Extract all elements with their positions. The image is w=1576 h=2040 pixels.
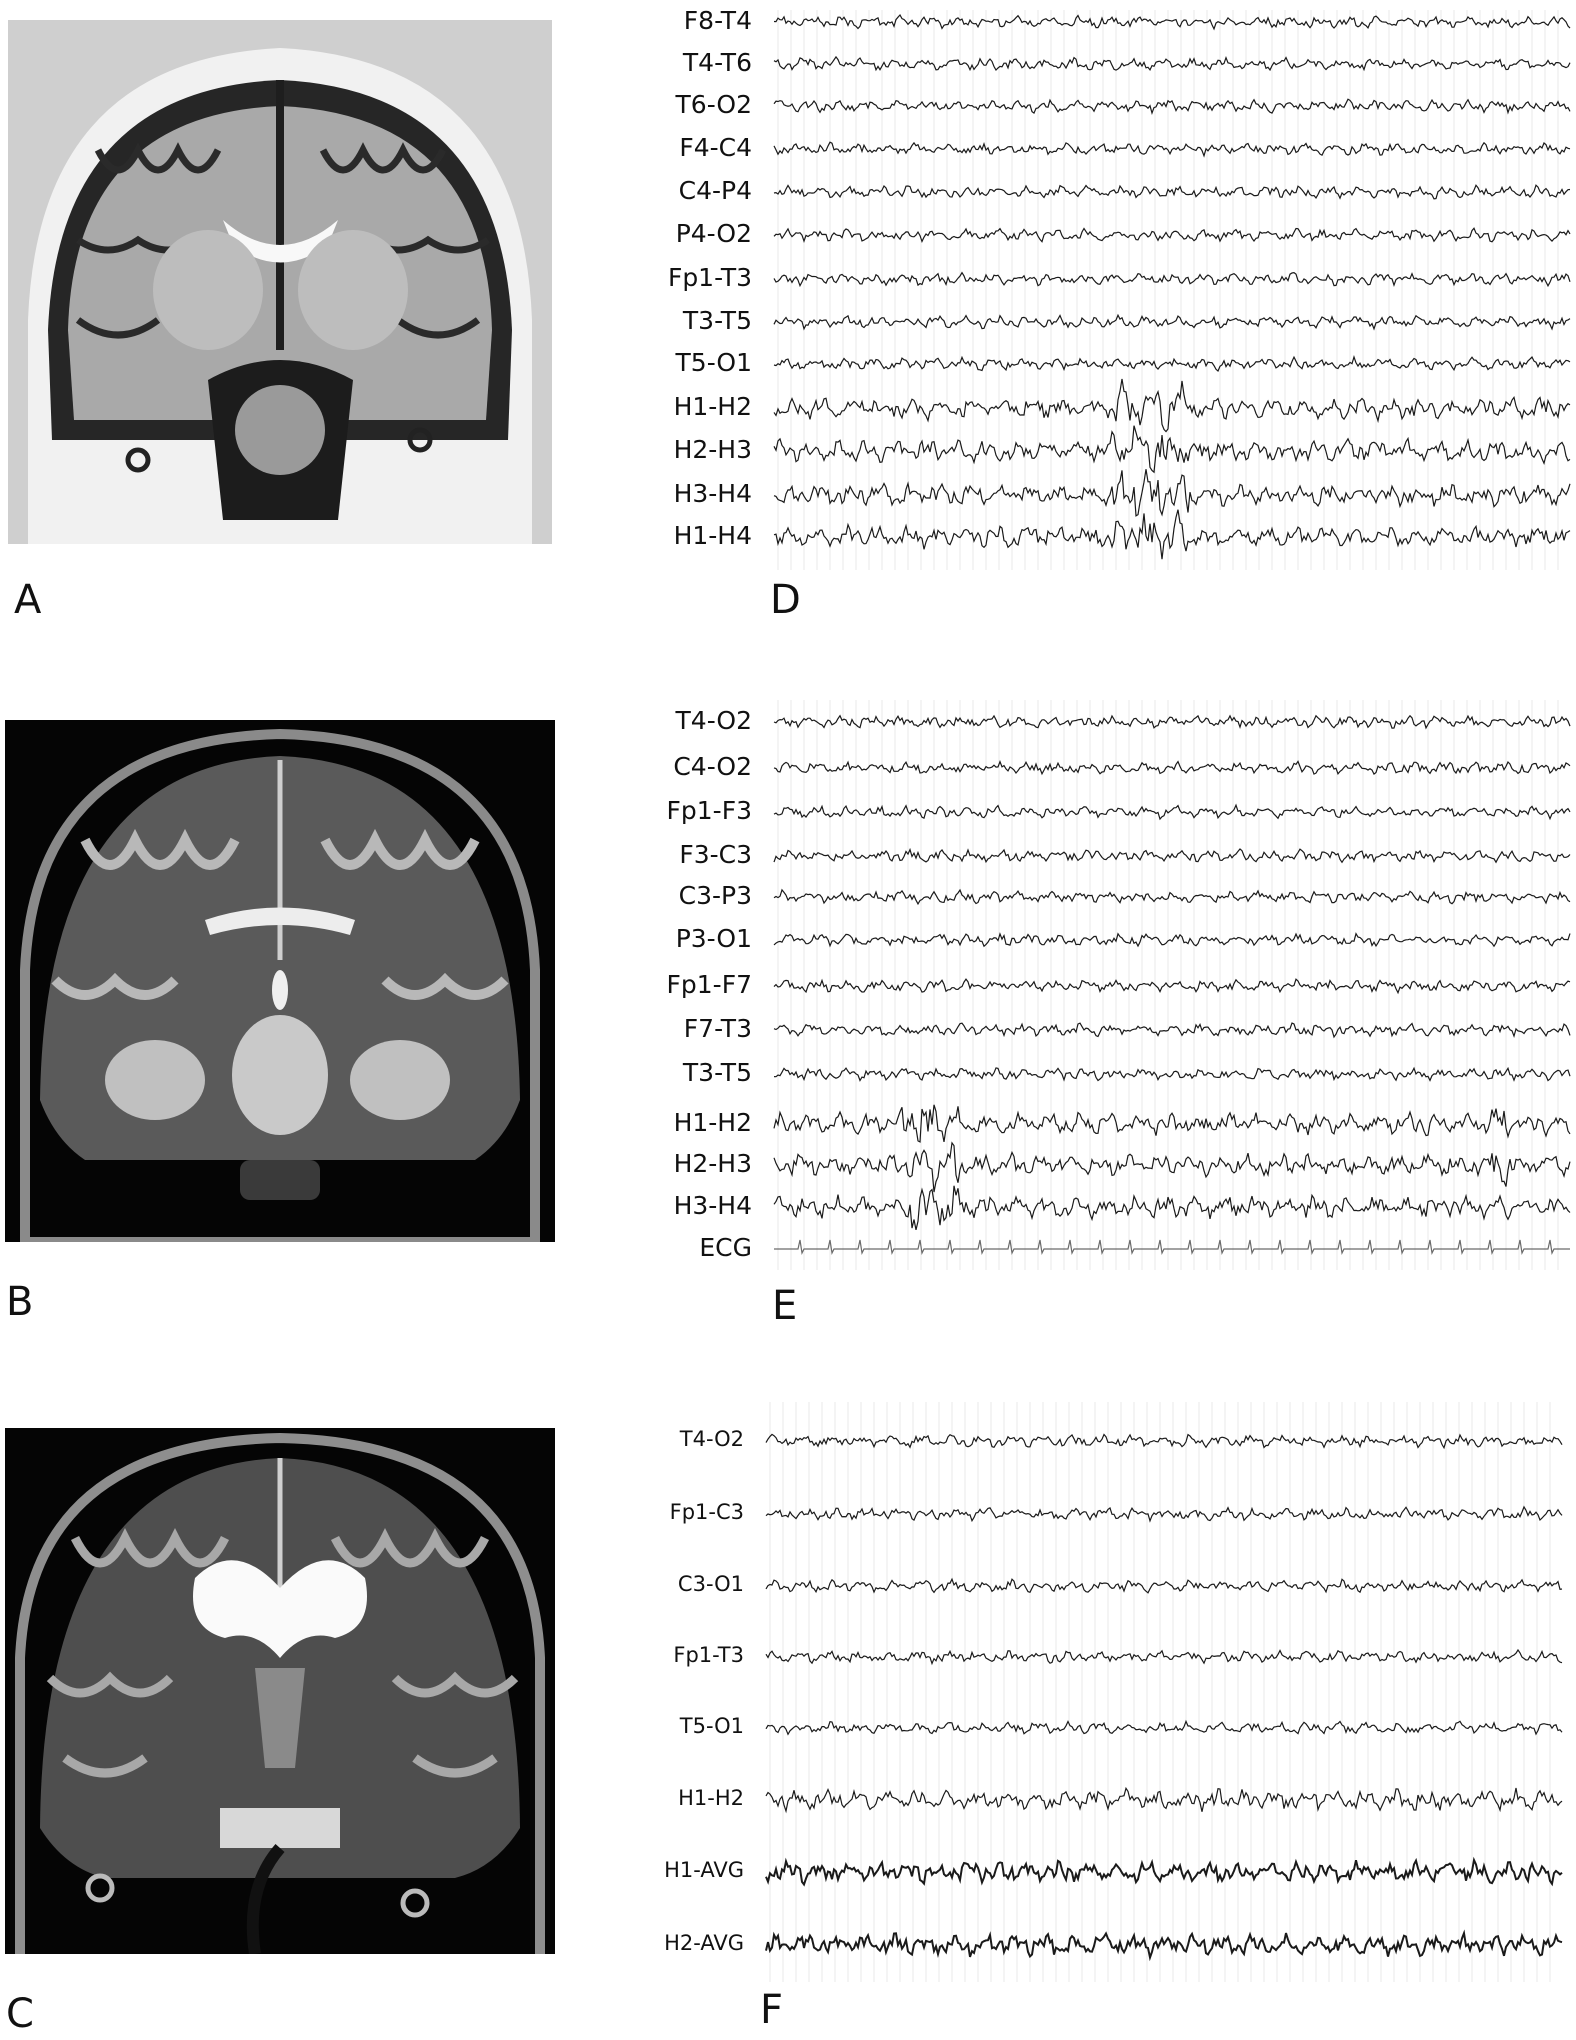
channel-label: P3-O1: [675, 924, 752, 954]
panel-letter-e: E: [772, 1283, 798, 1329]
eeg-trace-h2-h3: [774, 426, 1570, 473]
eeg-trace-t4-o2: [766, 1434, 1562, 1447]
channel-label: P4-O2: [675, 219, 752, 249]
channel-label: Fp1-T3: [673, 1643, 744, 1668]
channel-label: Fp1-F7: [666, 970, 752, 1000]
eeg-trace-t3-t5: [774, 1068, 1570, 1081]
eeg-trace-c3-p3: [774, 890, 1570, 904]
eeg-trace-h1-h4: [774, 510, 1570, 560]
channel-label: C4-O2: [673, 752, 752, 782]
eeg-trace-h2-avg: [766, 1933, 1562, 1957]
eeg-trace-f4-c4: [774, 142, 1570, 156]
mri-image-a: [8, 20, 552, 544]
panel-letter-b: B: [6, 1279, 34, 1325]
eeg-trace-fp1-t3: [774, 273, 1570, 286]
eeg-trace-t4-o2: [774, 716, 1570, 728]
channel-label: H1-H2: [673, 1108, 752, 1138]
eeg-trace-fp1-c3: [766, 1507, 1562, 1521]
eeg-trace-c3-o1: [766, 1579, 1562, 1593]
channel-label: C3-P3: [678, 881, 752, 911]
mri-image-b: [5, 720, 555, 1242]
eeg-trace-f8-t4: [774, 15, 1570, 29]
eeg-traces-f: [762, 1402, 1568, 1982]
channel-label: T6-O2: [675, 90, 752, 120]
channel-label: H1-H2: [678, 1786, 744, 1811]
channel-label: Fp1-C3: [669, 1500, 744, 1525]
eeg-trace-p3-o1: [774, 934, 1570, 947]
channel-label: H3-H4: [673, 1191, 752, 1221]
eeg-trace-f7-t3: [774, 1023, 1570, 1037]
channel-label: H1-H4: [673, 521, 752, 551]
eeg-trace-t5-o1: [766, 1721, 1562, 1734]
channel-label: T4-O2: [679, 1427, 744, 1452]
channel-label: H2-H3: [673, 435, 752, 465]
eeg-trace-h1-h2: [774, 379, 1570, 432]
eeg-trace-ecg: [774, 1240, 1570, 1253]
channel-label: C3-O1: [677, 1572, 744, 1597]
eeg-trace-t3-t5: [774, 315, 1570, 329]
channel-label: ECG: [699, 1233, 752, 1263]
eeg-trace-h1-h2: [766, 1788, 1562, 1812]
channel-label: H2-H3: [673, 1149, 752, 1179]
channel-label: T4-O2: [675, 706, 752, 736]
panel-letter-a: A: [14, 577, 42, 623]
eeg-trace-h1-h2: [774, 1105, 1570, 1142]
eeg-trace-fp1-f3: [774, 805, 1570, 819]
eeg-trace-fp1-f7: [774, 979, 1570, 993]
eeg-trace-c4-p4: [774, 185, 1570, 199]
eeg-trace-h3-h4: [774, 1186, 1570, 1230]
channel-label: T3-T5: [682, 1058, 752, 1088]
eeg-labels-f: [560, 1400, 744, 1980]
eeg-trace-t5-o1: [774, 357, 1570, 371]
eeg-trace-c4-o2: [774, 761, 1570, 774]
panel-letter-c: C: [6, 1991, 34, 2037]
eeg-labels-d: [560, 0, 752, 580]
channel-label: F3-C3: [679, 840, 752, 870]
channel-label: H3-H4: [673, 479, 752, 509]
channel-label: T5-O1: [675, 348, 752, 378]
eeg-trace-f3-c3: [774, 849, 1570, 862]
channel-label: Fp1-T3: [667, 263, 752, 293]
channel-label: H1-AVG: [664, 1858, 744, 1883]
panel-letter-f: F: [760, 1987, 784, 2033]
channel-label: F4-C4: [679, 133, 752, 163]
eeg-labels-e: [560, 690, 752, 1290]
channel-label: H2-AVG: [664, 1931, 744, 1956]
mri-image-c: [5, 1428, 555, 1954]
eeg-trace-p4-o2: [774, 228, 1570, 242]
channel-label: F8-T4: [683, 6, 752, 36]
eeg-trace-t4-t6: [774, 57, 1570, 70]
channel-label: T4-T6: [682, 48, 752, 78]
eeg-traces-e: [770, 700, 1576, 1270]
panel-letter-d: D: [770, 577, 801, 623]
eeg-trace-h3-h4: [774, 469, 1570, 516]
grid-lines: [770, 1402, 1550, 1982]
channel-label: F7-T3: [683, 1014, 752, 1044]
eeg-trace-h1-avg: [766, 1860, 1562, 1884]
grid-lines: [778, 10, 1558, 570]
channel-label: C4-P4: [678, 176, 752, 206]
channel-label: T3-T5: [682, 306, 752, 336]
eeg-trace-t6-o2: [774, 99, 1570, 113]
eeg-trace-fp1-t3: [766, 1650, 1562, 1664]
eeg-traces-d: [770, 10, 1576, 570]
channel-label: Fp1-F3: [666, 796, 752, 826]
channel-label: H1-H2: [673, 392, 752, 422]
channel-label: T5-O1: [679, 1714, 744, 1739]
eeg-trace-h2-h3: [774, 1143, 1570, 1192]
